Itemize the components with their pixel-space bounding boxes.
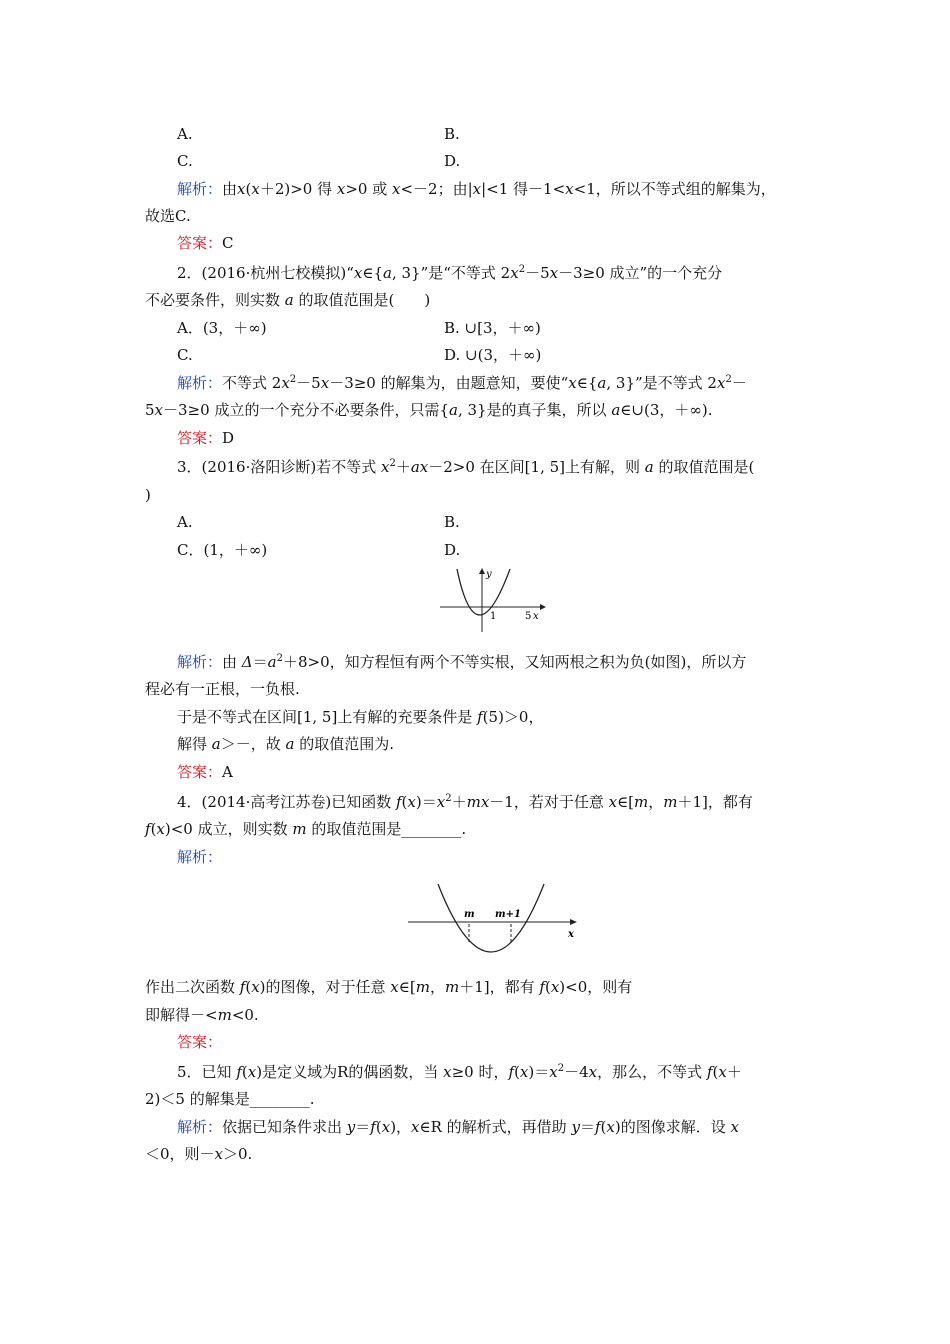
tick-1-label: 1 [490,611,497,622]
q1-answer: 答案：C [177,234,234,252]
analysis-label: 解析： [177,1118,223,1136]
m-label: m [464,909,475,920]
answer-label: 答案： [177,234,223,252]
analysis-label: 解析： [177,374,223,392]
q3-stem-line1: 3．(2016·洛阳诊断)若不等式 $x^2+ax-2>0$ 在区间[1, 5]上有解，则 a 的取值范围是( [177,458,755,476]
q2-stem-line2: 不必要条件，则实数 a 的取值范围是( ) [145,291,431,309]
answer-label: 答案： [177,429,223,447]
q3-option-d: D. [444,541,461,559]
q5-stem-line1: 5．已知 f(x)是定义域为R的偶函数，当 x≥0 时，$f(x)=x^2-4x$，那么，不等式 f(x＋ [177,1063,742,1081]
q3-stem-line2: ) [145,486,151,504]
q3-analysis-line3: 于是不等式在区间[1, 5]上有解的充要条件是 f(5)＞0， [177,708,544,726]
q5-analysis-line1: 解析：依据已知条件求出 y＝f(x)，x∈R 的解析式，再借助 y＝f(x)的图像求解．设 x [177,1118,739,1136]
q4-answer [177,1032,222,1052]
q4-stem-line2: f(x)<0 成立，则实数 m 的取值范围是________. [145,820,467,838]
q2-analysis-line1: 解析：不等式 $2x^2-5x-3\ge 0$ 的解集为，由题意知，要使“x∈{a, 3}”是不等式 $2x^2-$ [177,374,747,392]
q4-analysis-line2: 即解得－<m<0. [145,1006,259,1024]
q3-option-a: A. [177,513,193,531]
q2-option-c: C. [177,346,193,364]
q4-analysis-line1: 作出二次函数 f(x)的图像，对于任意 x∈[m，m＋1]，都有 f(x)<0，则有 [145,978,633,996]
answer-label: 答案： [177,763,223,781]
answer-label: 答案： [177,1033,223,1051]
q5-stem-line2: 2)＜5 的解集是________. [145,1090,315,1108]
q4-parabola-figure [405,880,585,964]
analysis-label: 解析： [177,180,223,198]
tick-5-label: 5 [525,611,532,622]
q3-parabola-figure [440,566,546,636]
q2-option-b: B. ∪[3，＋∞) [444,319,541,337]
q1-option-d: D. [444,152,461,170]
q1-analysis-line2: 故选C. [145,207,191,225]
q4-analysis-label-line [177,847,222,867]
q3-analysis-line4: 解得 a＞－，故 a 的取值范围为. [177,735,395,753]
q2-stem-line1: 2．(2016·杭州七校模拟)“x∈{a, 3}”是“不等式 $2x^2-5x-3\ge 0$ 成立”的一个充分 [177,264,723,282]
q5-analysis-line2: ＜0，则－x＞0. [145,1145,253,1163]
q1-analysis-line1: 解析：由x(x＋2)>0 得 x>0 或 x<－2；由|x|<1 得－1<x<1，所以不等式组的解集为， [177,180,776,198]
analysis-label: 解析： [177,848,223,866]
q4-stem-line1: 4．(2014·高考江苏卷)已知函数 $f(x)=x^2+mx-1$，若对于任意 x∈[m，m＋1]，都有 [177,793,753,811]
q2-answer: 答案：D [177,429,235,447]
q2-option-a: A．(3，＋∞) [177,319,267,337]
x-axis-label: x [533,611,539,622]
q2-analysis-line2: 5x－3≥0 成立的一个充分不必要条件，只需{a, 3}是的真子集，所以 a∈∪(3，＋∞). [145,401,713,419]
q1-option-a: A. [177,125,193,143]
analysis-label: 解析： [177,653,223,671]
y-axis-label: y [486,569,492,580]
m-plus-1-label: m+1 [495,909,521,920]
q1-option-b: B. [444,125,460,143]
q3-option-b: B. [444,513,460,531]
q2-option-d: D. ∪(3，＋∞) [444,346,542,364]
q3-analysis-line1: 解析：由 $\Delta=a^2+8>0$，知方程恒有两个不等实根，又知两根之积为负(如图)，所以方 [177,653,747,671]
q3-option-c: C．(1，＋∞) [177,541,268,559]
q1-option-c: C. [177,152,193,170]
q3-analysis-line2: 程必有一正根，一负根. [145,680,300,698]
q3-answer: 答案：A [177,763,233,781]
x-axis-label: x [568,929,574,940]
